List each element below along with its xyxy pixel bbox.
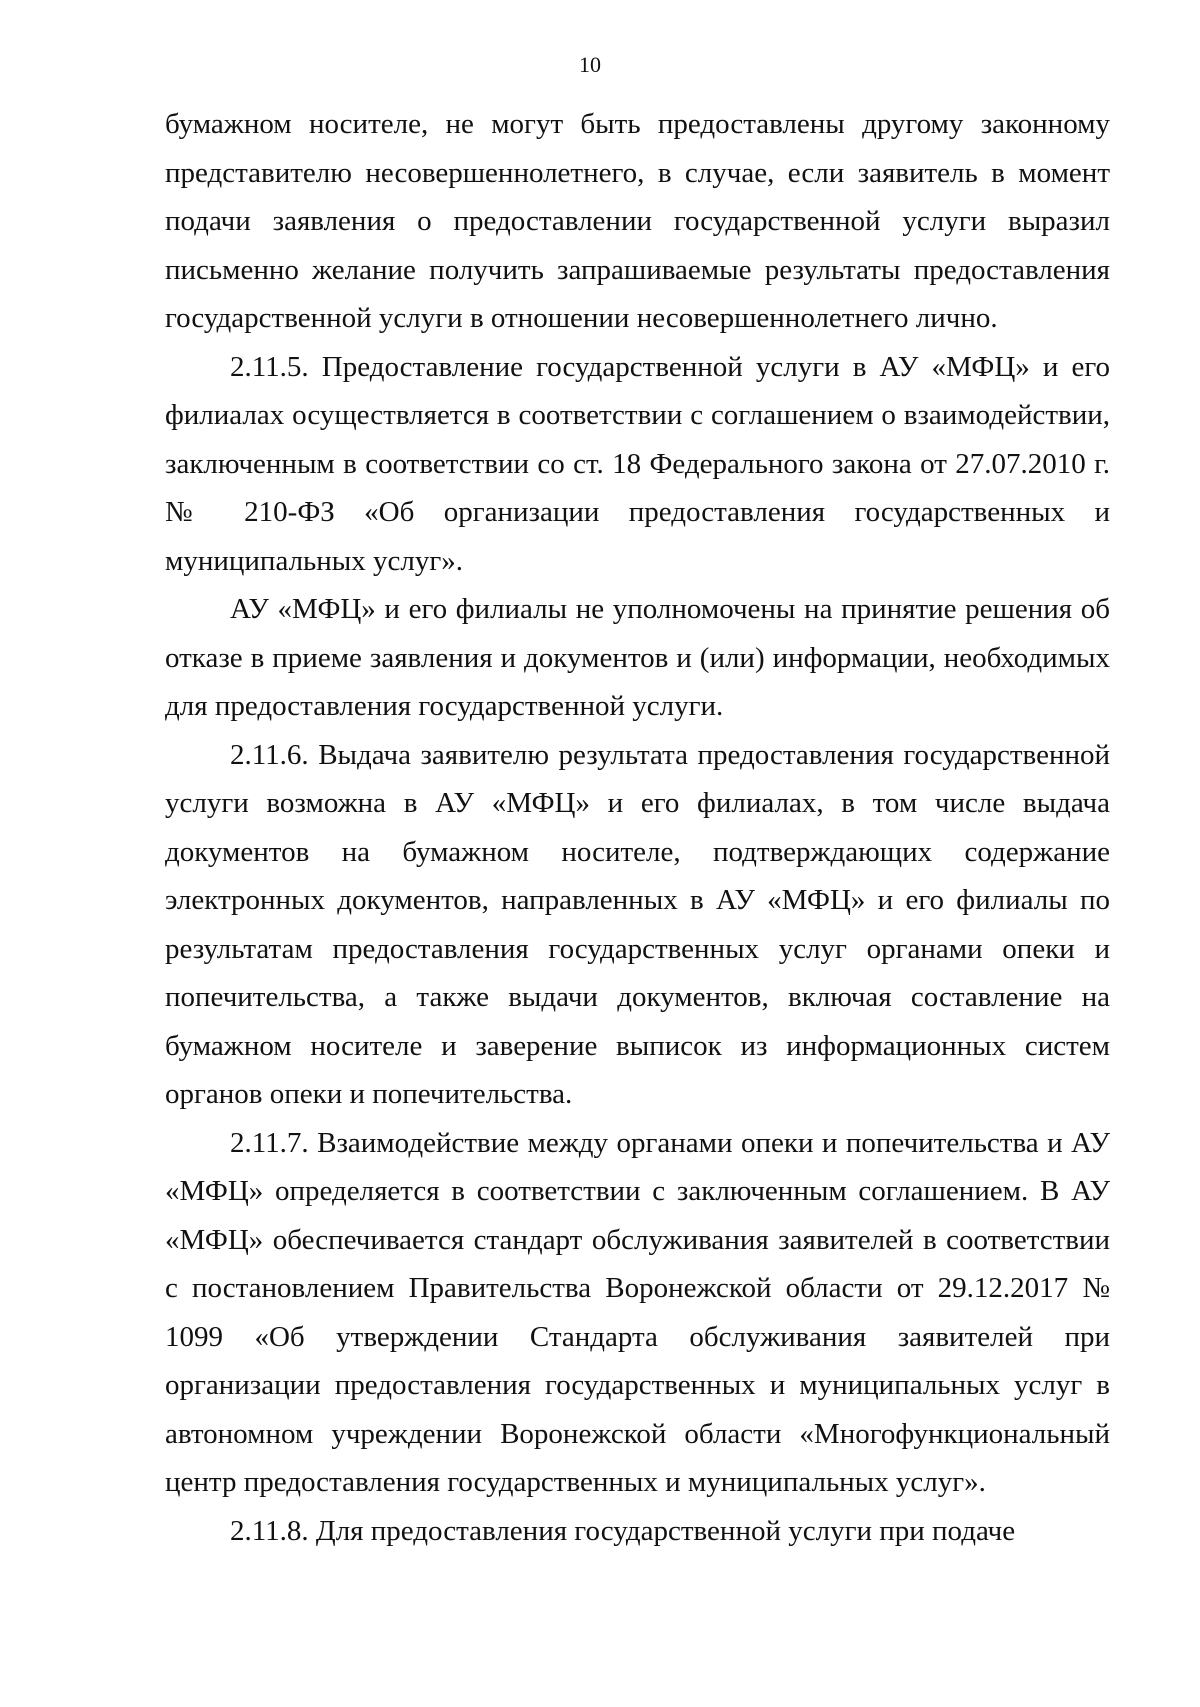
paragraph-2-11-7: 2.11.7. Взаимодействие между органами опеки и попечительства и АУ «МФЦ» определяется в соответствии с заключенным соглашением. В АУ «МФЦ» обеспечивается стандарт обслуживания заявителей в соответствии с постановлением Правительства Воронежской области от 29.12.2017 № 1099 «Об утверждении Стандарта обслуживания заявителей при организации предоставления государственных и муниципальных услуг в автономном учреждении Воронежской области «Многофункциональный центр предоставления государственных и муниципальных услуг».	[165, 1126, 1110, 1498]
paragraph-2-11-8: 2.11.8. Для предоставления государственной услуги при подаче	[230, 1514, 1016, 1547]
paragraph-continuation: бумажном носителе, не могут быть предоставлены другому законному представителю несовершеннолетнего, в случае, если заявитель в момент подачи заявления о предоставлении государственной услуги выразил письменно желание получить запрашиваемые результаты предоставления государственной услуги в отношении несовершеннолетнего лично.	[165, 108, 1110, 334]
paragraph-2-11-6: 2.11.6. Выдача заявителю результата предоставления государственной услуги возможна в АУ «МФЦ» и его филиалах, в том числе выдача документов на бумажном носителе, подтверждающих содержание электронных документов, направленных в АУ «МФЦ» и его филиалы по результатам предоставления государственных услуг органами опеки и попечительства, а также выдачи документов, включая составление на бумажном носителе и заверение выписок из информационных систем органов опеки и попечительства.	[165, 738, 1110, 1110]
page-number: 10	[579, 52, 601, 77]
paragraph-mfc-not-authorized: АУ «МФЦ» и его филиалы не уполномочены на принятие решения об отказе в приеме заявления и документов и (или) информации, необходимых для предоставления государственной услуги.	[165, 593, 1110, 722]
paragraph-2-11-5: 2.11.5. Предоставление государственной услуги в АУ «МФЦ» и его филиалах осуществляется в соответствии с соглашением о взаимодействии, заключенным в соответствии со ст. 18 Федерального закона от 27.07.2010 г. № 210-ФЗ «Об организации предоставления государственных и муниципальных услуг».	[165, 350, 1110, 577]
document-body	[165, 100, 1110, 1555]
